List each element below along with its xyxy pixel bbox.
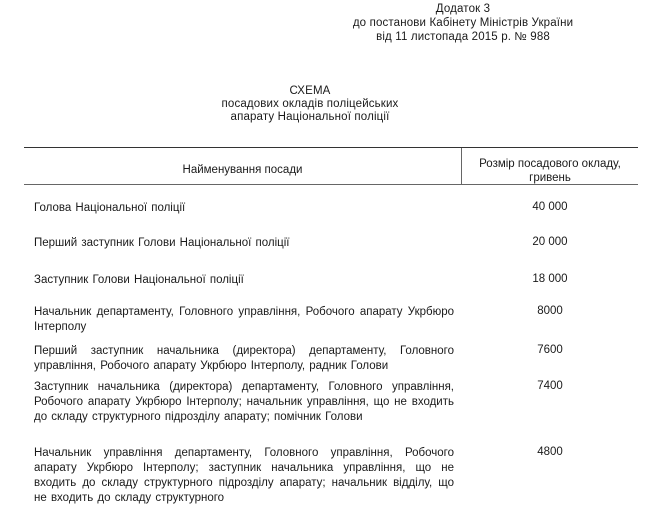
table-row-value: 8000 (537, 305, 563, 317)
header-salary-line-1: Розмір посадового окладу, (479, 158, 621, 170)
table-row-value: 40 000 (532, 201, 568, 213)
table-top-border (24, 147, 638, 148)
title-line-1: СХЕМА (289, 85, 331, 97)
addendum-line-3: від 11 листопада 2015 р. № 988 (376, 31, 550, 43)
header-salary (462, 157, 638, 185)
table-row-name: Заступник начальника (директора) департаменту, Головного управління, Робочого апарату Укрбюро Інтерполу; начальник управління, що не входить до складу структурного підрозділу апарату; помічник Голови (34, 381, 454, 423)
title-line-2: посадових окладів поліцейських (221, 98, 399, 110)
title-line-3: апарату Національної поліції (230, 111, 390, 123)
table-row-value: 18 000 (532, 273, 568, 285)
addendum-line-2: до постанови Кабінету Міністрів України (352, 17, 574, 29)
document-title (100, 85, 520, 124)
addendum-line-1: Додаток 3 (435, 3, 491, 15)
table-row-value: 7600 (537, 344, 563, 356)
table-row-value: 4800 (537, 446, 563, 458)
table-row-name: Голова Національної поліції (34, 202, 186, 214)
table-row-name: Перший заступник начальника (директора) департаменту, Головного управління, Робочого апарату Укрбюро Інтерполу, радник Голови (34, 345, 454, 372)
table-row-name: Заступник Голови Національної поліції (34, 274, 244, 286)
table-row-value: 7400 (537, 380, 563, 392)
table-row-name: Начальник управління департаменту, Головного управління, Робочого апарату Укрбюро Інтерполу; заступник начальника управління, що не входить до складу структурного підрозділу апарату; начальник відділу, що не входить до складу структурного (34, 447, 454, 504)
table-row-name: Начальник департаменту, Головного управління, Робочого апарату Укрбюро Інтерполу (34, 306, 454, 333)
header-salary-line-2: гривень (529, 172, 571, 184)
addendum-header (300, 2, 626, 44)
table-row-value: 20 000 (532, 236, 568, 248)
table-row-name: Перший заступник Голови Національної поліції (34, 237, 290, 249)
header-position-name: Найменування посади (182, 164, 303, 176)
